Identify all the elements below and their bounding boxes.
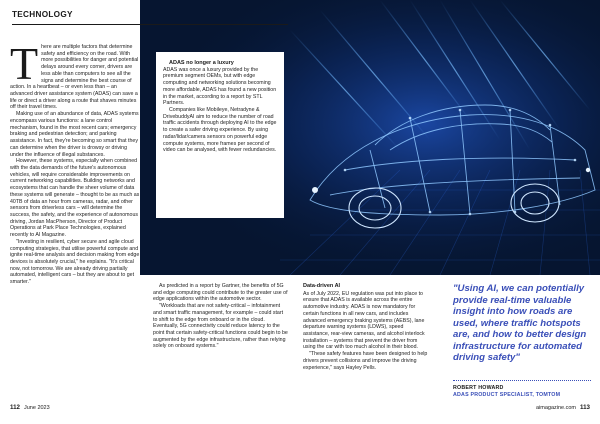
- intro-paragraph: here are multiple factors that determine safety and efficiency on the road. With more possibilities for danger and potential delays around every corner, drivers are less able than computers to see all the signs and determine the best course of action. In a heartbeat – or even less than – an advanced driver assistance system (ADAS) can save a life or direct a driver along a route that shaves minutes off their travel times.: [10, 44, 139, 111]
- adas-paragraph: Companies like Mobileye, Netradyne & DrivebuddyAI aim to reduce the number of road traffic accidents through deploying AI to the edge to create a safer driving experience. By using radar/lidar/camera sensors on powerful edge compute systems, more frames per second of video can be analysed, with fewer redundancies.: [163, 107, 277, 154]
- middle-column: [153, 283, 288, 350]
- intro-column: [10, 38, 140, 286]
- drop-cap: T: [10, 38, 39, 89]
- body-paragraph: "Workloads that are not safety-critical – infotainment and smart traffic management, for example – could start to shift to the edge from onboard or in the cloud. Eventually, 5G connectivity could reduce latency to the point that certain safety-critical functions could begin to be augmented by the edge infrastructure, rather than relying solely on onboard systems.": [153, 303, 288, 350]
- quote-divider: [453, 380, 591, 381]
- adas-sidebar: [163, 60, 279, 154]
- adas-paragraph: ADAS was once a luxury provided by the premium segment OEMs, but with edge computing and networking solutions becoming more affordable, ADAS has found a new position in the market, according to a report by STL Partners.: [163, 66, 277, 107]
- adas-sidebar-title: ADAS no longer a luxury: [169, 60, 234, 66]
- quote-author-name: ROBERT HOWARD: [453, 385, 504, 391]
- body-paragraph: "Investing in resilient, cyber secure and agile cloud computing strategies, that utilise powerful compute and ignite real-time analysis and decision making from edge devices is absolutely crucial," he explains. "It's critical now, not tomorrow. We are already driving partially automated, intelligent cars – but they are about to get smarter.": [10, 238, 140, 286]
- right-page-number: 113: [580, 404, 590, 411]
- pull-quote: "Using AI, we can potentially provide real-time valuable insight into how roads are used, where traffic hotspots are, and how to better design infrastructure for automated driving safety": [453, 283, 587, 363]
- left-page-number: 112: [10, 404, 20, 411]
- issue-date: June 2023: [23, 405, 50, 411]
- quote-author-role: ADAS PRODUCT SPECIALIST, TOMTOM: [453, 392, 561, 398]
- data-driven-ai-column: [301, 283, 429, 371]
- body-paragraph: "These safety features have been designed to help drivers prevent collisions and improve the driving experience," says Hayley Pells.: [303, 351, 428, 371]
- data-driven-ai-heading: Data-driven AI: [303, 283, 341, 289]
- left-folio: [10, 404, 50, 411]
- right-folio: [536, 404, 590, 411]
- body-paragraph: As of July 2022, EU regulation was put into place to ensure that ADAS is available across the entire automotive industry. ADAS is now mandatory for certain functions in all new cars, and includes advanced emergency braking systems (AEBS), lane departure warning systems (LDWS), speed assistance, rear-view cameras, and alcohol interlock installation – systems that prevent the driver from using the car with too much alcohol in their blood.: [303, 290, 425, 351]
- section-label: TECHNOLOGY: [12, 10, 73, 19]
- body-paragraph: However, these systems, especially when combined with the data demands of the future's autonomous vehicles, will require considerable improvements on current networking capabilities. Building networks and ecosystems that can handle the sheer volume of data these systems will generate – thought to be as much as 40TB of data an hour from cameras, radar, and other sensors from driverless cars – will determine the success, the safety, and the experience of autonomous driving, Jordan MacPherson, Director of Product Operations at Park Place Technologies, explained recently to AI Magazine.: [10, 158, 140, 239]
- section-divider: [12, 24, 288, 25]
- site-url: aimagazine.com: [535, 405, 577, 411]
- body-paragraph: As predicted in a report by Gartner, the benefits of 5G and edge computing could contribute to the greater use of edge applications within the automotive sector.: [153, 283, 288, 303]
- body-paragraph: Making use of an abundance of data, ADAS systems encompass various functions: a lane control mechanism, found in the most recent cars; emergency braking and pedestrian detection; and parking assistance. In fact, they're becoming so smart that they can determine when the driver is drowsy or driving under the influence of illegal substances.: [10, 111, 139, 158]
